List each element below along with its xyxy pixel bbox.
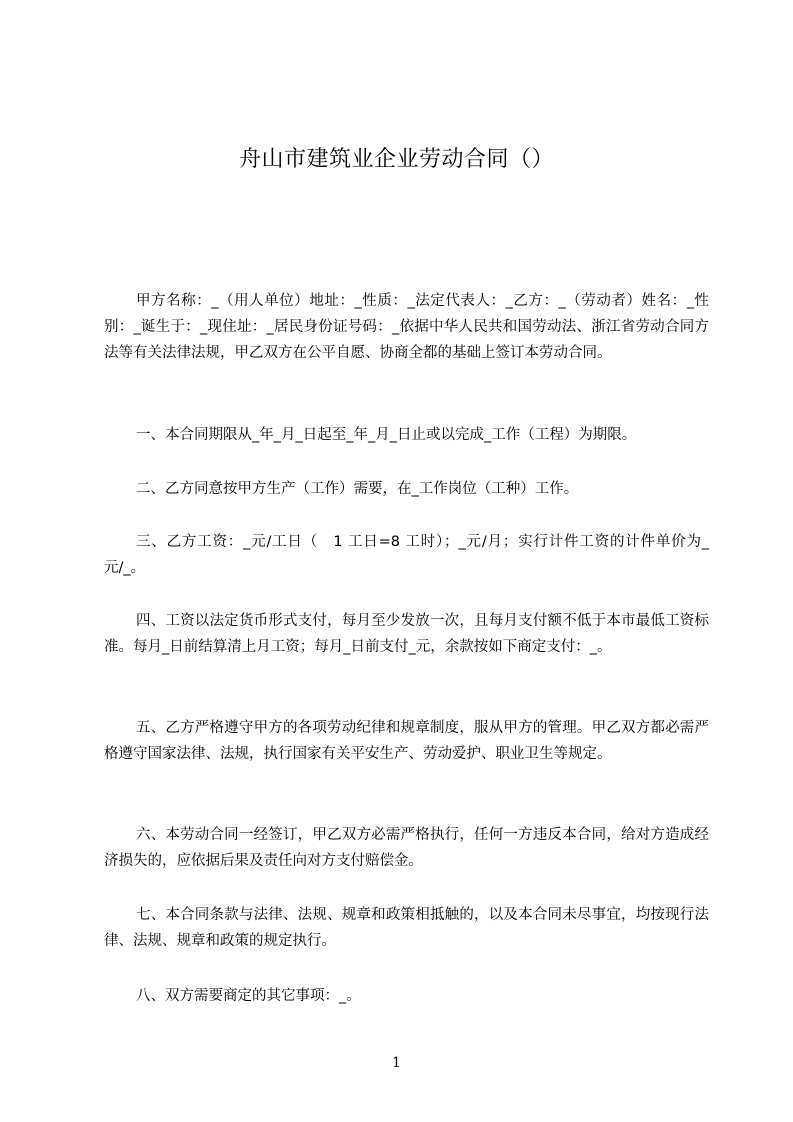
document-title: 舟山市建筑业企业劳动合同（） xyxy=(238,147,554,172)
clause-payment: 四、工资以法定货币形式支付，每月至少发放一次，且每月支付额不低于本市最低工资标准。每月_日前结算清上月工资；每月_日前支付_元，余款按如下商定支付：_。 xyxy=(104,613,709,655)
clause-law: 七、本合同条款与法律、法规、规章和政策相抵触的，以及本合同未尽事宜，均按现行法律、法规、规章和政策的规定执行。 xyxy=(104,907,709,949)
clause-breach: 六、本劳动合同一经签订，甲乙双方必需严格执行，任何一方违反本合同，给对方造成经济损失的，应依据后果及责任向对方支付赔偿金。 xyxy=(104,827,709,869)
preamble-paragraph: 甲方名称：_（用人单位）地址：_性质：_法定代表人：_乙方：_（劳动者）姓名：_性别：_诞生于：_现住址：_居民身份证号码：_依据中华人民共和国劳动法、浙江省劳动合同方法等有关法律法规，甲乙双方在公平自愿、协商全都的基础上签订本劳动合同。 xyxy=(104,293,709,361)
page-number: 1 xyxy=(392,1055,401,1071)
clause-position: 二、乙方同意按甲方生产（工作）需要，在_工作岗位（工种）工作。 xyxy=(136,481,579,497)
clause-wages: 三、乙方工资：_元/工日（ 1 工日=8 工时）；_元/月；实行计件工资的计件单价为_元/_。 xyxy=(104,534,709,576)
clause-discipline: 五、乙方严格遵守甲方的各项劳动纪律和规章制度，服从甲方的管理。甲乙双方都必需严格遵守国家法律、法规，执行国家有关平安生产、劳动爱护、职业卫生等规定。 xyxy=(104,720,709,762)
clause-other-matters: 八、双方需要商定的其它事项：_。 xyxy=(136,988,361,1004)
clause-term: 一、本合同期限从_年_月_日起至_年_月_日止或以完成_工作（工程）为期限。 xyxy=(136,427,637,443)
